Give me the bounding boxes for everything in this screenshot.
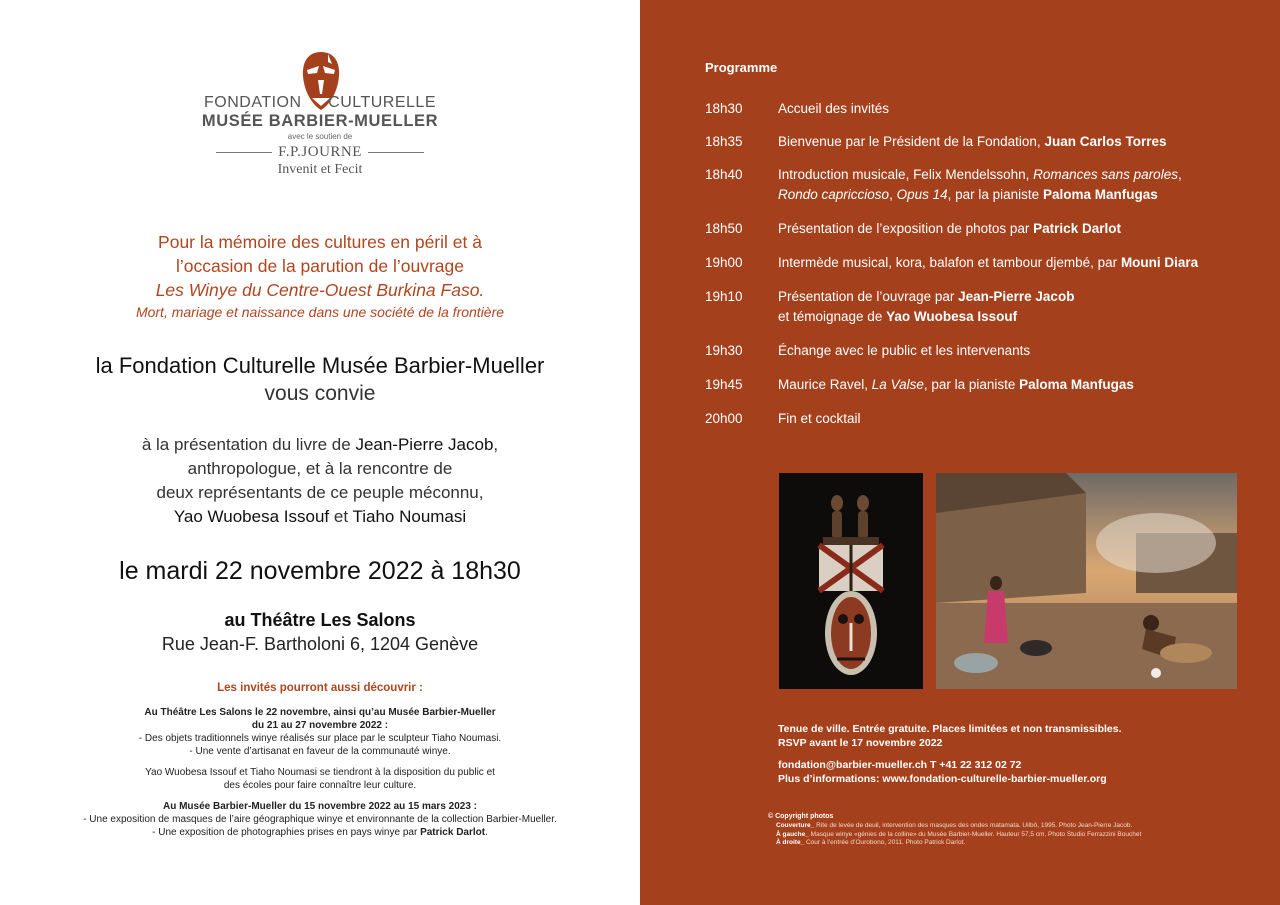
programme-title: Programme: [705, 60, 778, 75]
village-photo: [936, 473, 1237, 689]
also-line: - Une vente d’artisanat en faveur de la communauté winye.: [189, 746, 451, 757]
venue-name: au Théâtre Les Salons: [224, 610, 416, 630]
programme-desc: [778, 409, 1248, 429]
logo-museum-name: MUSÉE BARBIER-MUELLER: [201, 112, 439, 130]
desc-line: [40, 505, 600, 529]
programme-text: Fin et cocktail: [778, 411, 861, 426]
programme-text: ,: [1177, 167, 1182, 182]
event-description: [40, 433, 600, 529]
credit-label: Couverture_: [776, 822, 815, 829]
venue-address: Rue Jean-F. Bartholoni 6, 1204 Genève: [161, 634, 479, 654]
contact-email-phone[interactable]: fondation@barbier-mueller.ch T +41 22 312 02 72: [778, 759, 1022, 771]
rsvp-deadline: RSVP avant le 17 novembre 2022: [778, 737, 943, 749]
also-heading: Au Musée Barbier-Mueller du 15 novembre 2022 au 15 mars 2023 :: [162, 801, 478, 812]
also-title: Les invités pourront aussi découvrir :: [217, 682, 423, 694]
logo-sponsor: [200, 144, 440, 161]
programme-work: Rondo capriccioso: [778, 187, 890, 202]
book-subtitle: Mort, mariage et naissance dans une société de la frontière: [135, 304, 505, 320]
village-scene-icon: [936, 473, 1237, 689]
programme-time: 20h00: [705, 411, 743, 426]
programme-text: Intermède musical, kora, balafon et tambour djembé, par: [778, 255, 1121, 270]
host-invite: vous convie: [264, 382, 376, 405]
also-details: [30, 706, 610, 847]
logo-rule-left: [216, 152, 272, 153]
programme-time: 18h35: [705, 134, 743, 149]
intro-line: l’occasion de la parution de l’ouvrage: [176, 256, 464, 276]
intro-line: Pour la mémoire des cultures en péril et à: [158, 232, 482, 252]
logo-word-fondation: FONDATION: [204, 94, 302, 111]
logo-sponsor-name: F.P.JOURNE: [278, 144, 362, 160]
also-line: - Une exposition de masques de l’aire géographique winye et environnante de la collection Barbier-Mueller.: [83, 814, 557, 825]
programme-time: 18h40: [705, 167, 743, 182]
programme-time: 19h00: [705, 255, 743, 270]
programme-person: Jean-Pierre Jacob: [958, 289, 1075, 304]
guest-name: Tiaho Noumasi: [352, 507, 467, 526]
venue: [20, 608, 620, 656]
programme-work: Opus 14: [896, 187, 948, 202]
programme-time: 19h30: [705, 343, 743, 358]
programme-work: Romances sans paroles: [1033, 167, 1178, 182]
programme-person: Mouni Diara: [1120, 255, 1199, 270]
also-paragraph: [30, 706, 610, 758]
programme-text: Accueil des invités: [778, 101, 890, 116]
logo-rule-right: [368, 152, 424, 153]
credit-line: [776, 822, 1256, 831]
programme-text: Introduction musicale, Felix Mendelssohn,: [778, 167, 1034, 182]
desc-line: deux représentants de ce peuple méconnu,: [156, 483, 484, 502]
programme-work: La Valse: [871, 377, 924, 392]
photographer-name: Patrick Darlot: [420, 827, 486, 838]
programme-text: Maurice Ravel,: [778, 377, 872, 392]
programme-person: Paloma Manfugas: [1019, 377, 1134, 392]
also-heading: du 21 au 27 novembre 2022 :: [251, 720, 389, 731]
programme-desc: [778, 341, 1248, 361]
programme-text: , par la pianiste: [947, 187, 1043, 202]
programme-desc: [778, 165, 1248, 205]
programme-text: Présentation de l’ouvrage par: [778, 289, 959, 304]
also-heading: Au Théâtre Les Salons le 22 novembre, ainsi qu’au Musée Barbier-Mueller: [144, 707, 496, 718]
info-line: Tenue de ville. Entrée gratuite. Places limitées et non transmissibles.: [778, 723, 1122, 735]
programme-desc: [778, 287, 1248, 327]
programme-person: Juan Carlos Torres: [1044, 134, 1167, 149]
host-name: la Fondation Culturelle Musée Barbier-Mueller: [95, 353, 545, 378]
contact-website[interactable]: Plus d’informations: www.fondation-culturelle-barbier-mueller.org: [778, 773, 1107, 785]
programme-desc: [778, 219, 1248, 239]
desc-text: ,: [493, 435, 499, 454]
also-line: Yao Wuobesa Issouf et Tiaho Noumasi se tiendront à la disposition du public et: [145, 767, 495, 778]
contact-info: [778, 758, 1248, 786]
also-paragraph: [30, 800, 610, 839]
foundation-logo: [200, 48, 440, 188]
programme-time: 19h10: [705, 289, 743, 304]
programme-desc: [778, 99, 1248, 119]
credit-text: Cour à l’entrée d’Ourobono, 2011. Photo Patrick Darlot.: [804, 839, 966, 846]
event-date: le mardi 22 novembre 2022 à 18h30: [119, 557, 521, 585]
logo-support-text: avec le soutien de: [287, 132, 353, 141]
programme-text: ,: [889, 187, 897, 202]
programme-desc: [778, 375, 1248, 395]
intro-text: [40, 230, 600, 322]
right-panel: [640, 0, 1280, 905]
programme-text: Bienvenue par le Président de la Fondation,: [778, 134, 1045, 149]
programme-person: Patrick Darlot: [1033, 221, 1121, 236]
also-line: - Des objets traditionnels winye réalisés sur place par le sculpteur Tiaho Noumasi.: [138, 733, 502, 744]
also-paragraph: [30, 766, 610, 792]
credit-line: [776, 831, 1256, 840]
credit-label: À droite_: [776, 839, 805, 846]
mask-sculpture-icon: [779, 473, 923, 689]
desc-line: [40, 433, 600, 457]
programme-text: et témoignage de: [778, 309, 887, 324]
programme-text: Échange avec le public et les intervenants: [778, 343, 1031, 358]
programme-person: Yao Wuobesa Issouf: [886, 309, 1018, 324]
programme-text: , par la pianiste: [923, 377, 1020, 392]
logo-word-culturelle: CULTURELLE: [328, 94, 436, 111]
also-line: .: [485, 827, 488, 838]
photo-credits: [776, 822, 1256, 848]
credit-label: À gauche_: [776, 830, 809, 838]
also-line: des écoles pour faire connaître leur culture.: [223, 780, 417, 791]
programme-person: Paloma Manfugas: [1042, 187, 1158, 202]
programme-desc: [778, 253, 1248, 273]
practical-info: [778, 722, 1248, 750]
desc-line: anthropologue, et à la rencontre de: [187, 459, 453, 478]
also-line: - Une exposition de photographies prises en pays winye par: [152, 827, 421, 838]
programme-time: 19h45: [705, 377, 743, 392]
mask-photo: [779, 473, 923, 689]
host-statement: [20, 352, 620, 408]
desc-text: à la présentation du livre de: [141, 435, 356, 454]
programme-desc: [778, 132, 1248, 152]
book-title: Les Winye du Centre-Ouest Burkina Faso.: [155, 280, 485, 300]
programme-time: 18h30: [705, 101, 743, 116]
credits-title: © Copyright photos: [768, 813, 834, 820]
logo-sponsor-motto: Invenit et Fecit: [277, 162, 363, 177]
programme-text: Présentation de l’exposition de photos par: [778, 221, 1034, 236]
credit-text: Rite de levée de deuil, intervention des masques des ondes matamata. Uilbô, 1995. Photo Jean-Pierre Jacob.: [814, 822, 1133, 829]
credit-line: [776, 839, 1256, 848]
credit-text: Masque winye «génies de la colline» du Musée Barbier-Mueller. Hauteur 57,5 cm. Photo Studio Ferrazzini Bouchet: [808, 830, 1142, 838]
author-name: Jean-Pierre Jacob: [355, 435, 494, 454]
programme-time: 18h50: [705, 221, 743, 236]
guest-name: Yao Wuobesa Issouf: [173, 507, 330, 526]
desc-text: et: [329, 507, 353, 526]
